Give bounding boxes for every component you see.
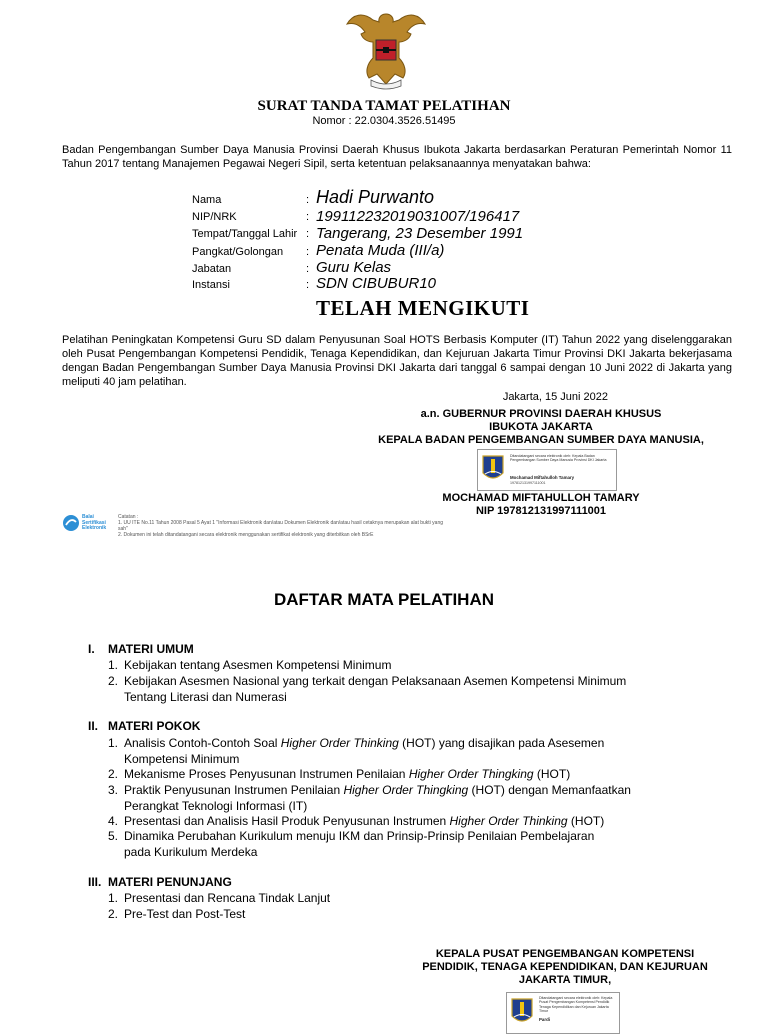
list-item: [108, 782, 648, 814]
place-date: Jakarta, 15 Juni 2022: [502, 391, 608, 403]
list-item: [108, 813, 648, 829]
value-instansi: SDN CIBUBUR10: [316, 275, 437, 292]
item-text: Kebijakan Asesmen Nasional yang terkait dengan Pelaksanaan Asemen Kompetensi Minimum: [124, 674, 627, 688]
item-number: 2.: [108, 767, 119, 781]
item-text: Mekanisme Proses Penyusunan Instrumen Penilaian: [124, 767, 409, 781]
item-text-tail: (HOT) yang disajikan pada Asesemen: [398, 736, 605, 750]
value-ttl: Tangerang, 23 Desember 1991: [316, 225, 524, 242]
list-item: [108, 673, 648, 705]
section-number: I.: [88, 642, 95, 656]
jakarta-crest-icon: [511, 998, 533, 1026]
section-number: III.: [88, 875, 102, 889]
value-nama: Hadi Purwanto: [316, 187, 435, 207]
item-text-italic: Higher Order Thingking: [408, 767, 534, 781]
stamp-text: Ditandatangani secara elektronik oleh: Kepala Badan Pengembangan Sumber Daya Manusia Provinsi DKI Jakarta: [510, 454, 607, 463]
section-number: II.: [88, 719, 99, 733]
electronic-signature-stamp-2: [506, 992, 620, 1034]
item-number: 3.: [108, 783, 119, 797]
item-text-tail: (HOT) dengan Memanfaatkan: [468, 783, 631, 797]
item-text: Pre-Test dan Post-Test: [124, 907, 246, 921]
list-item: [108, 906, 648, 922]
value-pangkat: Penata Muda (III/a): [316, 242, 445, 259]
item-number: 1.: [108, 736, 119, 750]
item-text-continued: Perangkat Teknologi Informasi (IT): [124, 799, 308, 813]
bsre-line1: Balai: [82, 514, 94, 520]
item-text-continued: pada Kurikulum Merdeka: [124, 845, 258, 859]
signer2-title-3: JAKARTA TIMUR,: [518, 974, 612, 986]
colon: :: [306, 194, 310, 206]
note-2: 2. Dokumen ini telah ditandatangani secara elektronik menggunakan sertifikat elektronik yang diterbitkan oleh BSrE: [118, 532, 374, 538]
colon: :: [306, 263, 310, 275]
label-nip: NIP/NRK: [192, 211, 237, 223]
signer-title-1: a.n. GUBERNUR PROVINSI DAERAH KHUSUS: [420, 408, 662, 420]
signer-nip: NIP 197812131997111001: [475, 505, 607, 517]
item-text-tail: (HOT): [567, 814, 605, 828]
list-item: [108, 890, 648, 906]
document-number: Nomor : 22.0304.3526.51495: [312, 115, 456, 127]
item-text-continued: Kompetensi Minimum: [124, 752, 240, 766]
intro-paragraph: Badan Pengembangan Sumber Daya Manusia Provinsi Daerah Khusus Ibukota Jakarta berdasarkan Peraturan Pemerintah Nomor 11 Tahun 2017 tentang Manajemen Pegawai Negeri Sipil, serta ketentuan pelaksanaannya menyatakan bahwa:: [62, 144, 732, 170]
item-text: Praktik Penyusunan Instrumen Penilaian: [124, 783, 344, 797]
statement-paragraph: Pelatihan Peningkatan Kompetensi Guru SD dalam Penyusunan Soal HOTS Berbasis Komputer (IT) Tahun 2022 yang diselenggarakan oleh Pusat Pengembangan Kompetensi Pendidik, Tenaga Kependidikan, dan Kejuruan Jakarta Timur Provinsi DKI Jakarta bekerjasama dengan Badan Pengembangan Sumber Daya Manusia Provinsi DKI Jakarta dari tanggal 6 sampai dengan 10 Juni 2022 di Jakarta yang meliputi 40 jam pelatihan.: [62, 334, 732, 388]
bsre-logo-icon: [62, 514, 80, 532]
statement-heading: TELAH MENGIKUTI: [316, 296, 530, 320]
section-title: MATERI UMUM: [108, 642, 194, 656]
item-text: Presentasi dan Analisis Hasil Produk Penyusunan Instrumen: [124, 814, 450, 828]
signer2-title-2: PENDIDIK, TENAGA KEPENDIDIKAN, DAN KEJURUAN: [422, 961, 708, 973]
section-title: MATERI PENUNJANG: [108, 875, 232, 889]
bsre-line3: Elektronik: [82, 525, 107, 531]
item-text: Presentasi dan Rencana Tindak Lanjut: [124, 891, 331, 905]
signer-title-3: KEPALA BADAN PENGEMBANGAN SUMBER DAYA MANUSIA,: [378, 434, 704, 446]
value-jabatan: Guru Kelas: [316, 259, 392, 276]
label-pangkat: Pangkat/Golongan: [192, 246, 284, 258]
list-item: [108, 735, 648, 767]
item-text-italic: Higher Order Thingking: [343, 783, 469, 797]
list-item: [108, 657, 648, 673]
notes-title: Catatan :: [118, 514, 139, 520]
item-number: 2.: [108, 674, 119, 688]
list-item: [108, 828, 648, 860]
colon: :: [306, 228, 310, 240]
daftar-title: DAFTAR MATA PELATIHAN: [273, 590, 495, 609]
colon: :: [306, 211, 310, 223]
signer-name: MOCHAMAD MIFTAHULLOH TAMARY: [442, 492, 640, 504]
colon: :: [306, 246, 310, 258]
item-number: 2.: [108, 907, 119, 921]
document-title: SURAT TANDA TAMAT PELATIHAN: [257, 98, 511, 114]
list-item: [108, 766, 648, 782]
garuda-emblem: [343, 8, 429, 92]
signer2-title-1: KEPALA PUSAT PENGEMBANGAN KOMPETENSI: [435, 948, 695, 960]
item-text-continued: Tentang Literasi dan Numerasi: [124, 690, 287, 704]
label-ttl: Tempat/Tanggal Lahir: [192, 228, 298, 240]
signer-title-2: IBUKOTA JAKARTA: [489, 421, 593, 433]
item-text: Dinamika Perubahan Kurikulum menuju IKM dan Prinsip-Prinsip Penilaian Pembelajaran: [124, 829, 595, 843]
section-materi-penunjang: [88, 875, 232, 889]
note-1: 1. UU ITE No.11 Tahun 2008 Pasal 5 Ayat 1 "Informasi Elektronik dan/atau Dokumen Elektronik dan/atau hasil cetaknya merupakan alat bukti yang sah": [118, 520, 444, 532]
item-number: 5.: [108, 829, 119, 843]
label-instansi: Instansi: [192, 279, 230, 291]
label-jabatan: Jabatan: [192, 263, 232, 275]
section-title: MATERI POKOK: [108, 719, 201, 733]
colon: :: [306, 279, 310, 291]
footer-notes: [118, 514, 448, 538]
stamp2-name: Pardi: [539, 1017, 550, 1022]
item-text-italic: Higher Order Thinking: [280, 736, 399, 750]
value-nip: 199112232019031007/196417: [316, 208, 520, 225]
jakarta-crest-icon: [482, 455, 504, 483]
stamp-name: Mochamad Miftahulloh Tamary: [510, 475, 575, 480]
section-materi-pokok: [88, 719, 200, 733]
electronic-signature-stamp: [477, 449, 617, 491]
item-number: 1.: [108, 658, 119, 672]
item-text: Kebijakan tentang Asesmen Kompetensi Minimum: [124, 658, 392, 672]
item-text: Analisis Contoh-Contoh Soal: [124, 736, 281, 750]
bsre-line2: Sertifikasi: [82, 519, 106, 526]
stamp2-text: Ditandatangani secara elektronik oleh: Kepala Pusat Pengembangan Kompetensi Pendidik Tenaga Kependidikan dan Kejuruan Jakarta Timur: [539, 996, 613, 1014]
label-nama: Nama: [192, 194, 222, 206]
item-number: 4.: [108, 814, 119, 828]
item-text-italic: Higher Order Thinking: [449, 814, 568, 828]
section-materi-umum: [88, 642, 194, 656]
item-text-tail: (HOT): [533, 767, 571, 781]
item-number: 1.: [108, 891, 119, 905]
stamp-nip: 197812131997111001: [510, 481, 546, 485]
